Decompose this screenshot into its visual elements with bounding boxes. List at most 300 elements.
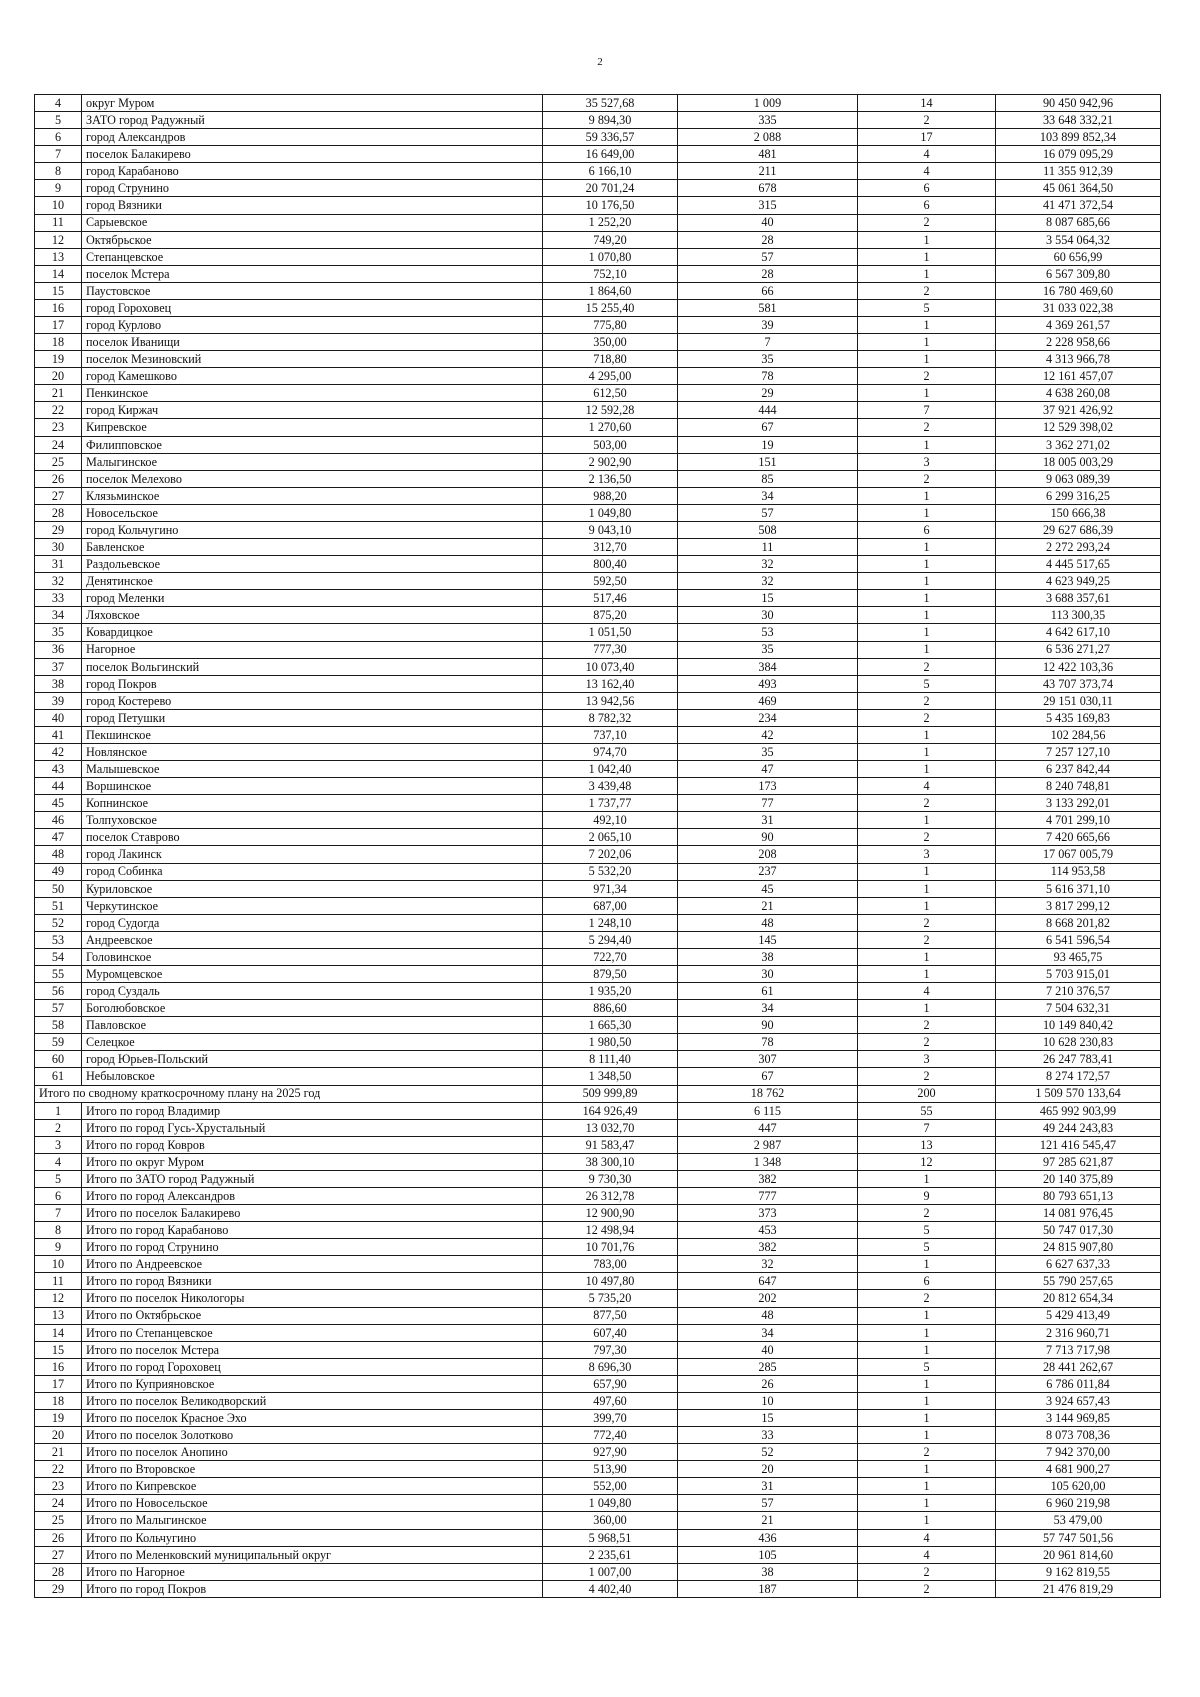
municipality-name: Итого по город Гороховец xyxy=(82,1358,543,1375)
area-value: 10 497,80 xyxy=(543,1273,678,1290)
row-number: 30 xyxy=(35,539,82,556)
municipality-name: город Костерево xyxy=(82,692,543,709)
area-value: 775,80 xyxy=(543,317,678,334)
table-row xyxy=(35,931,1161,948)
area-value: 497,60 xyxy=(543,1392,678,1409)
municipality-name: город Судогда xyxy=(82,914,543,931)
subtotal-row xyxy=(35,1239,1161,1256)
row-number: 58 xyxy=(35,1017,82,1034)
cost-value: 24 815 907,80 xyxy=(996,1239,1161,1256)
buildings-value: 1 xyxy=(858,726,996,743)
buildings-value: 1 xyxy=(858,1375,996,1392)
area-value: 5 968,51 xyxy=(543,1529,678,1546)
subtotal-row xyxy=(35,1153,1161,1170)
table-row xyxy=(35,419,1161,436)
subtotal-row xyxy=(35,1119,1161,1136)
municipality-name: Малышевское xyxy=(82,761,543,778)
residents-value: 30 xyxy=(678,607,858,624)
cost-value: 7 210 376,57 xyxy=(996,983,1161,1000)
area-value: 988,20 xyxy=(543,487,678,504)
buildings-value: 14 xyxy=(858,95,996,112)
row-number: 49 xyxy=(35,863,82,880)
cost-value: 8 240 748,81 xyxy=(996,778,1161,795)
cost-value: 3 817 299,12 xyxy=(996,897,1161,914)
municipality-name: Итого по город Вязники xyxy=(82,1273,543,1290)
residents-value: 85 xyxy=(678,470,858,487)
cost-value: 21 476 819,29 xyxy=(996,1580,1161,1597)
residents-value: 234 xyxy=(678,709,858,726)
row-number: 35 xyxy=(35,624,82,641)
table-row xyxy=(35,248,1161,265)
row-number: 56 xyxy=(35,983,82,1000)
municipality-name: Головинское xyxy=(82,948,543,965)
area-value: 9 730,30 xyxy=(543,1170,678,1187)
residents-value: 48 xyxy=(678,1307,858,1324)
buildings-value: 1 xyxy=(858,761,996,778)
cost-value: 33 648 332,21 xyxy=(996,112,1161,129)
buildings-value: 2 xyxy=(858,709,996,726)
residents-value: 57 xyxy=(678,1495,858,1512)
cost-value: 150 666,38 xyxy=(996,504,1161,521)
municipality-name: Итого по Нагорное xyxy=(82,1563,543,1580)
cost-value: 11 355 912,39 xyxy=(996,163,1161,180)
buildings-value: 2 xyxy=(858,1580,996,1597)
residents-value: 67 xyxy=(678,419,858,436)
buildings-value: 6 xyxy=(858,1273,996,1290)
municipality-name: Итого по город Покров xyxy=(82,1580,543,1597)
municipality-name: Итого по Малыгинское xyxy=(82,1512,543,1529)
buildings-value: 1 xyxy=(858,863,996,880)
subtotal-row xyxy=(35,1375,1161,1392)
residents-value: 67 xyxy=(678,1068,858,1085)
cost-value: 5 616 371,10 xyxy=(996,880,1161,897)
area-value: 5 532,20 xyxy=(543,863,678,880)
municipality-name: Копнинское xyxy=(82,795,543,812)
table-row xyxy=(35,846,1161,863)
row-number: 6 xyxy=(35,1188,82,1205)
residents-value: 187 xyxy=(678,1580,858,1597)
buildings-value: 1 xyxy=(858,1461,996,1478)
municipality-name: Итого по Андреевское xyxy=(82,1256,543,1273)
municipality-name: Новлянское xyxy=(82,743,543,760)
row-number: 20 xyxy=(35,368,82,385)
municipality-name: Куриловское xyxy=(82,880,543,897)
area-value: 4 295,00 xyxy=(543,368,678,385)
table-row xyxy=(35,299,1161,316)
cost-value: 14 081 976,45 xyxy=(996,1205,1161,1222)
subtotal-row xyxy=(35,1461,1161,1478)
subtotal-row xyxy=(35,1136,1161,1153)
municipality-name: Филипповское xyxy=(82,436,543,453)
buildings-value: 1 xyxy=(858,385,996,402)
row-number: 15 xyxy=(35,282,82,299)
municipality-name: Итого по Меленковский муниципальный округ xyxy=(82,1546,543,1563)
buildings-value: 2 xyxy=(858,658,996,675)
row-number: 41 xyxy=(35,726,82,743)
row-number: 19 xyxy=(35,1410,82,1427)
cost-value: 9 063 089,39 xyxy=(996,470,1161,487)
capital-repair-plan-table xyxy=(34,94,1161,1598)
municipality-name: поселок Иванищи xyxy=(82,334,543,351)
buildings-value: 1 xyxy=(858,590,996,607)
buildings-value: 1 xyxy=(858,948,996,965)
cost-value: 4 313 966,78 xyxy=(996,351,1161,368)
area-value: 7 202,06 xyxy=(543,846,678,863)
row-number: 12 xyxy=(35,1290,82,1307)
table-row xyxy=(35,95,1161,112)
row-number: 12 xyxy=(35,231,82,248)
subtotal-row xyxy=(35,1222,1161,1239)
municipality-name: Бавленское xyxy=(82,539,543,556)
buildings-value: 2 xyxy=(858,1017,996,1034)
cost-value: 8 073 708,36 xyxy=(996,1427,1161,1444)
municipality-name: Итого по Октябрьское xyxy=(82,1307,543,1324)
municipality-name: город Вязники xyxy=(82,197,543,214)
cost-value: 4 638 260,08 xyxy=(996,385,1161,402)
area-value: 592,50 xyxy=(543,573,678,590)
area-value: 1 042,40 xyxy=(543,761,678,778)
cost-value: 8 668 201,82 xyxy=(996,914,1161,931)
subtotal-row xyxy=(35,1102,1161,1119)
residents-value: 26 xyxy=(678,1375,858,1392)
residents-value: 151 xyxy=(678,453,858,470)
municipality-name: город Карабаново xyxy=(82,163,543,180)
residents-value: 21 xyxy=(678,897,858,914)
cost-value: 102 284,56 xyxy=(996,726,1161,743)
row-number: 21 xyxy=(35,1444,82,1461)
row-number: 55 xyxy=(35,965,82,982)
buildings-value: 3 xyxy=(858,453,996,470)
municipality-name: Степанцевское xyxy=(82,248,543,265)
buildings-value: 1 xyxy=(858,1478,996,1495)
area-value: 2 902,90 xyxy=(543,453,678,470)
table-row xyxy=(35,692,1161,709)
municipality-name: поселок Балакирево xyxy=(82,146,543,163)
area-value: 503,00 xyxy=(543,436,678,453)
cost-value: 3 362 271,02 xyxy=(996,436,1161,453)
row-number: 14 xyxy=(35,265,82,282)
cost-value: 53 479,00 xyxy=(996,1512,1161,1529)
row-number: 33 xyxy=(35,590,82,607)
buildings-value: 13 xyxy=(858,1136,996,1153)
residents-value: 35 xyxy=(678,641,858,658)
table-row xyxy=(35,1000,1161,1017)
row-number: 22 xyxy=(35,1461,82,1478)
table-row xyxy=(35,624,1161,641)
row-number: 17 xyxy=(35,317,82,334)
area-value: 800,40 xyxy=(543,556,678,573)
buildings-value: 2 xyxy=(858,931,996,948)
area-value: 12 592,28 xyxy=(543,402,678,419)
municipality-name: город Камешково xyxy=(82,368,543,385)
residents-value: 508 xyxy=(678,521,858,538)
residents-value: 202 xyxy=(678,1290,858,1307)
area-value: 752,10 xyxy=(543,265,678,282)
municipality-name: поселок Ставрово xyxy=(82,829,543,846)
table-row xyxy=(35,436,1161,453)
municipality-name: Денятинское xyxy=(82,573,543,590)
buildings-value: 200 xyxy=(858,1085,996,1102)
municipality-name: Итого по город Владимир xyxy=(82,1102,543,1119)
area-value: 509 999,89 xyxy=(543,1085,678,1102)
cost-value: 41 471 372,54 xyxy=(996,197,1161,214)
residents-value: 57 xyxy=(678,248,858,265)
area-value: 492,10 xyxy=(543,812,678,829)
row-number: 28 xyxy=(35,504,82,521)
buildings-value: 2 xyxy=(858,1205,996,1222)
municipality-name: Итого по поселок Золотково xyxy=(82,1427,543,1444)
buildings-value: 2 xyxy=(858,1034,996,1051)
residents-value: 2 987 xyxy=(678,1136,858,1153)
cost-value: 4 701 299,10 xyxy=(996,812,1161,829)
municipality-name: Итого по Кипревское xyxy=(82,1478,543,1495)
row-number: 38 xyxy=(35,675,82,692)
buildings-value: 1 xyxy=(858,880,996,897)
cost-value: 4 642 617,10 xyxy=(996,624,1161,641)
cost-value: 29 627 686,39 xyxy=(996,521,1161,538)
row-number: 24 xyxy=(35,1495,82,1512)
municipality-name: город Струнино xyxy=(82,180,543,197)
row-number: 5 xyxy=(35,112,82,129)
buildings-value: 17 xyxy=(858,129,996,146)
buildings-value: 6 xyxy=(858,180,996,197)
area-value: 5 735,20 xyxy=(543,1290,678,1307)
area-value: 657,90 xyxy=(543,1375,678,1392)
residents-value: 493 xyxy=(678,675,858,692)
table-row xyxy=(35,1068,1161,1085)
subtotal-row xyxy=(35,1273,1161,1290)
buildings-value: 3 xyxy=(858,846,996,863)
residents-value: 38 xyxy=(678,1563,858,1580)
cost-value: 8 274 172,57 xyxy=(996,1068,1161,1085)
table-row xyxy=(35,590,1161,607)
residents-value: 53 xyxy=(678,624,858,641)
residents-value: 469 xyxy=(678,692,858,709)
buildings-value: 5 xyxy=(858,1358,996,1375)
row-number: 11 xyxy=(35,1273,82,1290)
residents-value: 42 xyxy=(678,726,858,743)
municipality-name: округ Муром xyxy=(82,95,543,112)
buildings-value: 2 xyxy=(858,368,996,385)
municipality-name: город Лакинск xyxy=(82,846,543,863)
buildings-value: 1 xyxy=(858,265,996,282)
municipality-name: Селецкое xyxy=(82,1034,543,1051)
residents-value: 32 xyxy=(678,1256,858,1273)
table-row xyxy=(35,863,1161,880)
area-value: 2 235,61 xyxy=(543,1546,678,1563)
municipality-name: Пекшинское xyxy=(82,726,543,743)
area-value: 1 049,80 xyxy=(543,504,678,521)
area-value: 1 051,50 xyxy=(543,624,678,641)
row-number: 45 xyxy=(35,795,82,812)
subtotal-row xyxy=(35,1427,1161,1444)
row-number: 51 xyxy=(35,897,82,914)
row-number: 10 xyxy=(35,197,82,214)
table-row xyxy=(35,521,1161,538)
area-value: 612,50 xyxy=(543,385,678,402)
table-row xyxy=(35,129,1161,146)
row-number: 52 xyxy=(35,914,82,931)
residents-value: 647 xyxy=(678,1273,858,1290)
residents-value: 39 xyxy=(678,317,858,334)
buildings-value: 1 xyxy=(858,743,996,760)
row-number: 48 xyxy=(35,846,82,863)
cost-value: 6 299 316,25 xyxy=(996,487,1161,504)
area-value: 91 583,47 xyxy=(543,1136,678,1153)
residents-value: 78 xyxy=(678,1034,858,1051)
subtotal-row xyxy=(35,1546,1161,1563)
buildings-value: 1 xyxy=(858,334,996,351)
municipality-name: город Гороховец xyxy=(82,299,543,316)
cost-value: 55 790 257,65 xyxy=(996,1273,1161,1290)
row-number: 27 xyxy=(35,487,82,504)
residents-value: 34 xyxy=(678,487,858,504)
residents-value: 145 xyxy=(678,931,858,948)
cost-value: 80 793 651,13 xyxy=(996,1188,1161,1205)
table-row xyxy=(35,265,1161,282)
cost-value: 50 747 017,30 xyxy=(996,1222,1161,1239)
cost-value: 8 087 685,66 xyxy=(996,214,1161,231)
residents-value: 35 xyxy=(678,351,858,368)
buildings-value: 1 xyxy=(858,556,996,573)
row-number: 23 xyxy=(35,1478,82,1495)
municipality-name: поселок Мезиновский xyxy=(82,351,543,368)
area-value: 1 070,80 xyxy=(543,248,678,265)
residents-value: 32 xyxy=(678,556,858,573)
cost-value: 9 162 819,55 xyxy=(996,1563,1161,1580)
buildings-value: 55 xyxy=(858,1102,996,1119)
buildings-value: 1 xyxy=(858,539,996,556)
cost-value: 6 960 219,98 xyxy=(996,1495,1161,1512)
area-value: 13 032,70 xyxy=(543,1119,678,1136)
table-row xyxy=(35,948,1161,965)
row-number: 25 xyxy=(35,1512,82,1529)
table-row xyxy=(35,539,1161,556)
area-value: 2 065,10 xyxy=(543,829,678,846)
table-row xyxy=(35,317,1161,334)
area-value: 312,70 xyxy=(543,539,678,556)
table-row xyxy=(35,743,1161,760)
table-row xyxy=(35,880,1161,897)
table-row xyxy=(35,795,1161,812)
table-row xyxy=(35,453,1161,470)
cost-value: 37 921 426,92 xyxy=(996,402,1161,419)
buildings-value: 1 xyxy=(858,1341,996,1358)
cost-value: 7 942 370,00 xyxy=(996,1444,1161,1461)
area-value: 26 312,78 xyxy=(543,1188,678,1205)
row-number: 47 xyxy=(35,829,82,846)
residents-value: 90 xyxy=(678,829,858,846)
buildings-value: 12 xyxy=(858,1153,996,1170)
table-row xyxy=(35,368,1161,385)
buildings-value: 1 xyxy=(858,641,996,658)
residents-value: 237 xyxy=(678,863,858,880)
cost-value: 1 509 570 133,64 xyxy=(996,1085,1161,1102)
cost-value: 90 450 942,96 xyxy=(996,95,1161,112)
row-number: 17 xyxy=(35,1375,82,1392)
municipality-name: Итого по Новосельское xyxy=(82,1495,543,1512)
row-number: 23 xyxy=(35,419,82,436)
residents-value: 1 348 xyxy=(678,1153,858,1170)
municipality-name: Кипревское xyxy=(82,419,543,436)
buildings-value: 5 xyxy=(858,1222,996,1239)
cost-value: 26 247 783,41 xyxy=(996,1051,1161,1068)
row-number: 43 xyxy=(35,761,82,778)
subtotal-row xyxy=(35,1290,1161,1307)
municipality-name: Сарыевское xyxy=(82,214,543,231)
cost-value: 2 272 293,24 xyxy=(996,539,1161,556)
row-number: 36 xyxy=(35,641,82,658)
municipality-name: Итого по Куприяновское xyxy=(82,1375,543,1392)
residents-value: 678 xyxy=(678,180,858,197)
area-value: 13 942,56 xyxy=(543,692,678,709)
table-row xyxy=(35,556,1161,573)
municipality-name: Клязьминское xyxy=(82,487,543,504)
municipality-name: Итого по округ Муром xyxy=(82,1153,543,1170)
table-row xyxy=(35,385,1161,402)
residents-value: 29 xyxy=(678,385,858,402)
municipality-name: Небыловское xyxy=(82,1068,543,1085)
row-number: 20 xyxy=(35,1427,82,1444)
row-number: 34 xyxy=(35,607,82,624)
area-value: 777,30 xyxy=(543,641,678,658)
cost-value: 29 151 030,11 xyxy=(996,692,1161,709)
cost-value: 93 465,75 xyxy=(996,948,1161,965)
municipality-name: Толпуховское xyxy=(82,812,543,829)
cost-value: 114 953,58 xyxy=(996,863,1161,880)
row-number: 26 xyxy=(35,1529,82,1546)
buildings-value: 1 xyxy=(858,812,996,829)
area-value: 607,40 xyxy=(543,1324,678,1341)
residents-value: 373 xyxy=(678,1205,858,1222)
cost-value: 6 541 596,54 xyxy=(996,931,1161,948)
area-value: 1 270,60 xyxy=(543,419,678,436)
area-value: 12 498,94 xyxy=(543,1222,678,1239)
area-value: 974,70 xyxy=(543,743,678,760)
buildings-value: 2 xyxy=(858,1563,996,1580)
cost-value: 12 529 398,02 xyxy=(996,419,1161,436)
cost-value: 60 656,99 xyxy=(996,248,1161,265)
municipality-name: Итого по поселок Мстера xyxy=(82,1341,543,1358)
residents-value: 7 xyxy=(678,334,858,351)
row-number: 40 xyxy=(35,709,82,726)
area-value: 16 649,00 xyxy=(543,146,678,163)
subtotal-row xyxy=(35,1358,1161,1375)
table-row xyxy=(35,112,1161,129)
subtotal-row xyxy=(35,1188,1161,1205)
municipality-name: Новосельское xyxy=(82,504,543,521)
subtotal-row xyxy=(35,1256,1161,1273)
residents-value: 30 xyxy=(678,965,858,982)
buildings-value: 1 xyxy=(858,1512,996,1529)
buildings-value: 1 xyxy=(858,1170,996,1187)
table-row xyxy=(35,1017,1161,1034)
row-number: 24 xyxy=(35,436,82,453)
residents-value: 47 xyxy=(678,761,858,778)
cost-value: 12 161 457,07 xyxy=(996,368,1161,385)
residents-value: 20 xyxy=(678,1461,858,1478)
row-number: 4 xyxy=(35,1153,82,1170)
table-row xyxy=(35,709,1161,726)
residents-value: 31 xyxy=(678,1478,858,1495)
cost-value: 28 441 262,67 xyxy=(996,1358,1161,1375)
row-number: 27 xyxy=(35,1546,82,1563)
municipality-name: город Кольчугино xyxy=(82,521,543,538)
municipality-name: Паустовское xyxy=(82,282,543,299)
cost-value: 18 005 003,29 xyxy=(996,453,1161,470)
row-number: 57 xyxy=(35,1000,82,1017)
table-row xyxy=(35,163,1161,180)
